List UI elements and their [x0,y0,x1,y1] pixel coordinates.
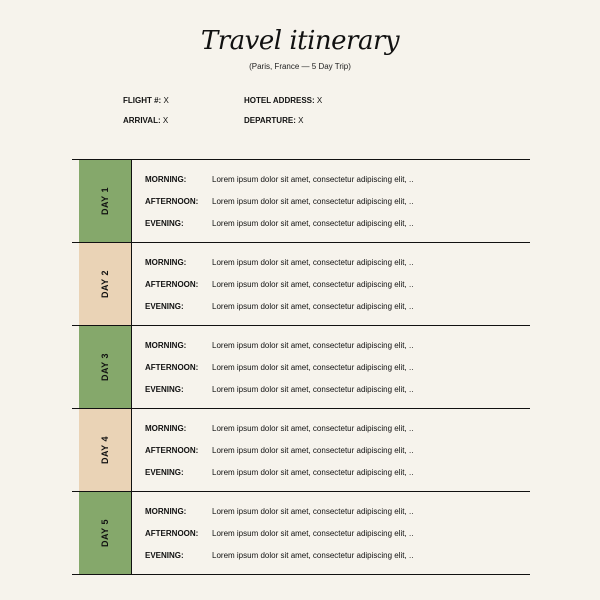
departure-value: X [298,116,304,125]
morning-text: Lorem ipsum dolor sit amet, consectetur adipiscing elit, .. [212,424,414,433]
hotel-label: HOTEL ADDRESS: [244,96,315,105]
afternoon-label: AFTERNOON: [145,363,199,372]
morning-label: MORNING: [145,258,187,267]
evening-text: Lorem ipsum dolor sit amet, consectetur adipiscing elit, .. [212,302,414,311]
day-row [72,491,530,575]
departure-info [244,116,303,125]
day-label-cell [79,492,132,574]
afternoon-label: AFTERNOON: [145,529,199,538]
evening-label: EVENING: [145,468,184,477]
morning-text: Lorem ipsum dolor sit amet, consectetur adipiscing elit, .. [212,258,414,267]
evening-text: Lorem ipsum dolor sit amet, consectetur adipiscing elit, .. [212,551,414,560]
afternoon-text: Lorem ipsum dolor sit amet, consectetur adipiscing elit, .. [212,197,414,206]
arrival-info [123,116,168,125]
day-label: DAY 5 [100,518,110,548]
evening-text: Lorem ipsum dolor sit amet, consectetur adipiscing elit, .. [212,385,414,394]
morning-label: MORNING: [145,341,187,350]
evening-label: EVENING: [145,385,184,394]
morning-text: Lorem ipsum dolor sit amet, consectetur adipiscing elit, .. [212,341,414,350]
page-title: Travel itinerary [200,26,400,56]
afternoon-text: Lorem ipsum dolor sit amet, consectetur adipiscing elit, .. [212,446,414,455]
day-label: DAY 3 [100,352,110,382]
day-label: DAY 4 [100,435,110,465]
morning-text: Lorem ipsum dolor sit amet, consectetur adipiscing elit, .. [212,507,414,516]
evening-text: Lorem ipsum dolor sit amet, consectetur adipiscing elit, .. [212,219,414,228]
departure-label: DEPARTURE: [244,116,296,125]
hotel-value: X [316,96,323,105]
evening-label: EVENING: [145,219,184,228]
day-label-cell [79,409,132,491]
day-row [72,242,530,325]
afternoon-text: Lorem ipsum dolor sit amet, consectetur adipiscing elit, .. [212,363,414,372]
morning-label: MORNING: [145,424,187,433]
flight-info [123,96,169,105]
afternoon-text: Lorem ipsum dolor sit amet, consectetur adipiscing elit, .. [212,529,414,538]
afternoon-label: AFTERNOON: [145,446,199,455]
afternoon-label: AFTERNOON: [145,197,199,206]
evening-text: Lorem ipsum dolor sit amet, consectetur adipiscing elit, .. [212,468,414,477]
flight-label: FLIGHT #: [123,96,162,105]
morning-text: Lorem ipsum dolor sit amet, consectetur adipiscing elit, .. [212,175,414,184]
arrival-label: ARRIVAL: [123,116,161,125]
morning-label: MORNING: [145,175,187,184]
day-label-cell [79,243,132,325]
flight-value: X [163,96,169,105]
day-label-cell [79,160,132,242]
evening-label: EVENING: [145,302,184,311]
morning-label: MORNING: [145,507,187,516]
hotel-info [244,96,322,105]
page-subtitle: (Paris, France — 5 Day Trip) [249,62,351,71]
day-row [72,159,530,242]
day-row [72,408,530,491]
afternoon-text: Lorem ipsum dolor sit amet, consectetur adipiscing elit, .. [212,280,414,289]
itinerary-table [72,159,530,575]
afternoon-label: AFTERNOON: [145,280,199,289]
evening-label: EVENING: [145,551,184,560]
arrival-value: X [162,116,169,125]
day-row [72,325,530,408]
day-label: DAY 1 [100,186,110,216]
day-label-cell [79,326,132,408]
day-label: DAY 2 [100,269,110,299]
